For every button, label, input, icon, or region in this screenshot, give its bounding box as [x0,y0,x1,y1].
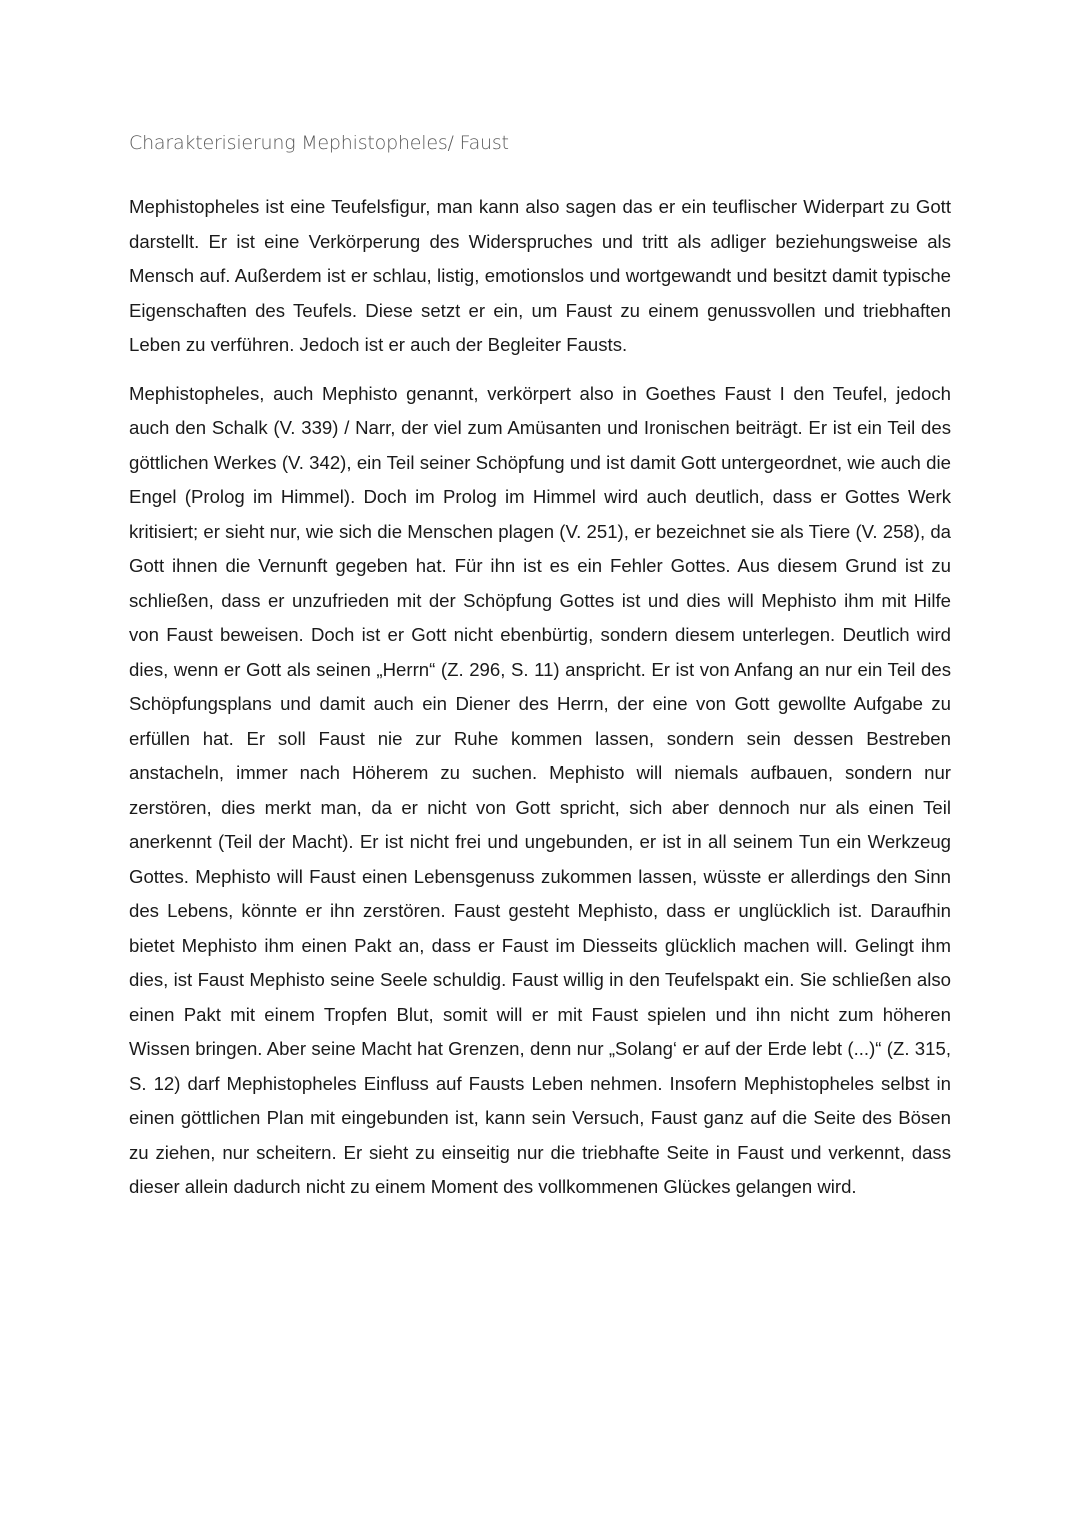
document-title: Charakterisierung Mephistopheles/ Faust [129,132,509,154]
document-body [129,190,951,1205]
paragraph-intro: Mephistopheles ist eine Teufelsfigur, man kann also sagen das er ein teuflischer Widerpart zu Gott darstellt. Er ist eine Verkörperung des Widerspruches und tritt als adliger beziehungsweise als Mensch auf. Außerdem ist er schlau, listig, emotionslos und wortgewandt und besitzt damit typische Eigenschaften des Teufels. Diese setzt er ein, um Faust zu einem genussvollen und triebhaften Leben zu verführen. Jedoch ist er auch der Begleiter Fausts. [129,196,951,355]
paragraph-analysis: Mephistopheles, auch Mephisto genannt, verkörpert also in Goethes Faust I den Teufel, jedoch auch den Schalk (V. 339) / Narr, der viel zum Amüsanten und Ironischen beiträgt. Er ist ein Teil des göttlichen Werkes (V. 342), ein Teil seiner Schöpfung und ist damit Gott untergeordnet, wie auch die Engel (Prolog im Himmel). Doch im Prolog im Himmel wird auch deutlich, dass er Gottes Werk kritisiert; er sieht nur, wie sich die Menschen plagen (V. 251), er bezeichnet sie als Tiere (V. 258), da Gott ihnen die Vernunft gegeben hat. Für ihn ist es ein Fehler Gottes. Aus diesem Grund ist zu schließen, dass er unzufrieden mit der Schöpfung Gottes ist und dies will Mephisto ihm mit Hilfe von Faust beweisen. Doch ist er Gott nicht ebenbürtig, sondern diesem unterlegen. Deutlich wird dies, wenn er Gott als seinen „Herrn“ (Z. 296, S. 11) anspricht. Er ist von Anfang an nur ein Teil des Schöpfungsplans und damit auch ein Diener des Herrn, der eine von Gott gewollte Aufgabe zu erfüllen hat. Er soll Faust nie zur Ruhe kommen lassen, sondern sein dessen Bestreben anstacheln, immer nach Höherem zu suchen. Mephisto will niemals aufbauen, sondern nur zerstören, dies merkt man, da er nicht von Gott spricht, sich aber dennoch nur als einen Teil anerkennt (Teil der Macht). Er ist nicht frei und ungebunden, er ist in all seinem Tun ein Werkzeug Gottes. Mephisto will Faust einen Lebensgenuss zukommen lassen, wüsste er allerdings den Sinn des Lebens, könnte er ihn zerstören. Faust gesteht Mephisto, dass er unglücklich ist. Daraufhin bietet Mephisto ihm einen Pakt an, dass er Faust im Diesseits glücklich machen will. Gelingt ihm dies, ist Faust Mephisto seine Seele schuldig. Faust willig in den Teufelspakt ein. Sie schließen also einen Pakt mit einem Tropfen Blut, somit will er mit Faust spielen und ihn nicht zum höheren Wissen bringen. Aber seine Macht hat Grenzen, denn nur „Solang‘ er auf der Erde lebt (...)“ (Z. 315, S. 12) darf Mephistopheles Einfluss auf Fausts Leben nehmen. Insofern Mephistopheles selbst in einen göttlichen Plan mit eingebunden ist, kann sein Versuch, Faust ganz auf die Seite des Bösen zu ziehen, nur scheitern. Er sieht zu einseitig nur die triebhafte Seite in Faust und verkennt, dass dieser allein dadurch nicht zu einem Moment des vollkommenen Glückes gelangen wird. [129,382,951,1197]
